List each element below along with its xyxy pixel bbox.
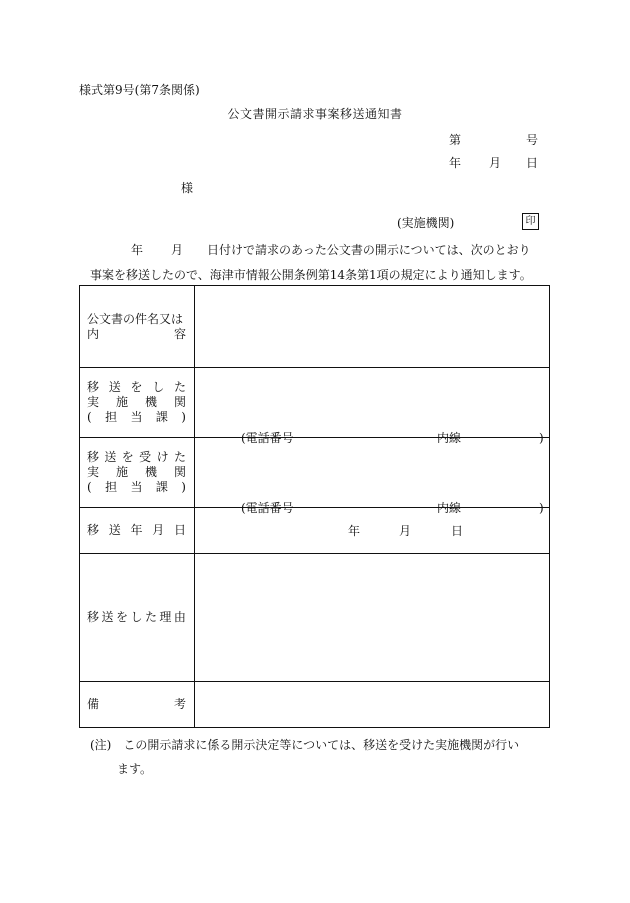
remarks-value-cell[interactable] [195, 682, 550, 728]
subject-label-line1 [80, 312, 194, 327]
receiver-value-cell[interactable] [195, 438, 550, 515]
label-char: 受 [139, 450, 152, 464]
transfer-month: 月 [399, 523, 412, 538]
label-char: 送 [108, 523, 121, 537]
label-char: 当 [130, 410, 143, 424]
sender-label-line2 [80, 395, 194, 410]
issuer-label: (実施機関) [397, 216, 455, 230]
seal-mark: 印 [522, 213, 539, 230]
label-char: 送 [108, 380, 121, 394]
date-label-cell [80, 508, 195, 554]
receiver-label-line3 [80, 480, 194, 495]
label-char: 移 [87, 450, 100, 464]
label-char: 実 [87, 395, 100, 409]
label-char: 年 [130, 523, 143, 537]
extension-label: 内線 [437, 501, 462, 515]
sender-label-line1 [80, 380, 194, 395]
transfer-day: 日 [451, 523, 464, 538]
remarks-label-line [80, 697, 194, 712]
extension-label: 内線 [437, 431, 462, 445]
label-char: 課 [155, 410, 168, 424]
form-number: 様式第9号(第7条関係) [79, 83, 200, 97]
label-char: 理 [159, 610, 172, 624]
label-char: 送 [101, 610, 114, 624]
phone-open-label: (電話番号 [241, 501, 294, 515]
label-char: 実 [87, 465, 100, 479]
receiver-label-cell [80, 438, 195, 508]
label-char: 関 [173, 395, 186, 409]
label-char: 課 [155, 480, 168, 494]
label-char: 送 [104, 450, 117, 464]
sender-label-line3 [80, 410, 194, 425]
subject-label-line2 [80, 327, 194, 342]
label-char: 施 [115, 465, 128, 479]
issue-month: 月 [489, 156, 502, 170]
reason-label-line [80, 610, 194, 625]
label-char: 担 [105, 410, 118, 424]
label-char: 考 [173, 697, 186, 711]
doc-number-suffix: 号 [526, 133, 539, 147]
body-line-2: 事案を移送したので、海津市情報公開条例第14条第1項の規定により通知します。 [90, 268, 532, 282]
label-char: を [121, 450, 134, 464]
table-row [80, 368, 550, 438]
date-value-cell[interactable] [195, 508, 550, 554]
label-char: 機 [144, 465, 157, 479]
table-row [80, 554, 550, 682]
transfer-year: 年 [348, 523, 361, 538]
table-row [80, 286, 550, 368]
body-month: 月 [171, 243, 184, 257]
document-title: 公文書開示請求事案移送通知書 [227, 107, 403, 121]
label-char: 機 [144, 395, 157, 409]
receiver-label-line2 [80, 465, 194, 480]
date-label-line [80, 523, 194, 538]
label-char: し [152, 380, 165, 394]
label-char: を [130, 380, 143, 394]
label-char: 月 [152, 523, 165, 537]
subject-value-cell[interactable] [195, 286, 550, 368]
addressee-suffix: 様 [181, 181, 194, 195]
table-row [80, 438, 550, 508]
reason-label-cell [80, 554, 195, 682]
phone-close-paren: ) [539, 431, 544, 445]
issue-year: 年 [449, 156, 462, 170]
transfer-form-table [79, 285, 550, 728]
note-line-1: (注) この開示請求に係る開示決定等については、移送を受けた実施機関が行い [90, 738, 520, 752]
label-char: 担 [105, 480, 118, 494]
label-char: 移 [87, 380, 100, 394]
reason-value-cell[interactable] [195, 554, 550, 682]
label-char: 移 [87, 523, 100, 537]
label-char: し [130, 610, 143, 624]
subject-label-cell [80, 286, 195, 368]
label-char: 当 [130, 480, 143, 494]
receiver-label-line1 [80, 450, 194, 465]
label-char: 備 [87, 697, 100, 711]
label-char: ( [87, 480, 92, 494]
subject-label-b: 容 [173, 326, 186, 341]
label-char: 関 [173, 465, 186, 479]
label-char: ) [181, 410, 186, 424]
label-char: ( [87, 410, 92, 424]
phone-close-paren: ) [539, 501, 544, 515]
subject-label-text: 公文書の件名又は [87, 311, 184, 326]
label-char: た [144, 610, 157, 624]
table-row [80, 508, 550, 554]
note-line-2: ます。 [117, 762, 153, 776]
label-char: 施 [115, 395, 128, 409]
label-char: ) [181, 480, 186, 494]
sender-value-cell[interactable] [195, 368, 550, 445]
label-char: 移 [87, 610, 100, 624]
doc-number-label: 第 [449, 133, 462, 147]
label-char: を [115, 610, 128, 624]
remarks-label-cell [80, 682, 195, 728]
label-char: け [156, 450, 169, 464]
sender-label-cell [80, 368, 195, 438]
body-year: 年 [131, 243, 144, 257]
label-char: 由 [173, 610, 186, 624]
label-char: た [173, 380, 186, 394]
phone-open-label: (電話番号 [241, 431, 294, 445]
table-row [80, 682, 550, 728]
transfer-date [195, 524, 549, 538]
subject-label-a: 内 [87, 326, 100, 341]
issue-day: 日 [526, 156, 539, 170]
body-text-1: 日付けで請求のあった公文書の開示については、次のとおり [207, 243, 531, 257]
label-char: た [173, 450, 186, 464]
label-char: 日 [173, 523, 186, 537]
